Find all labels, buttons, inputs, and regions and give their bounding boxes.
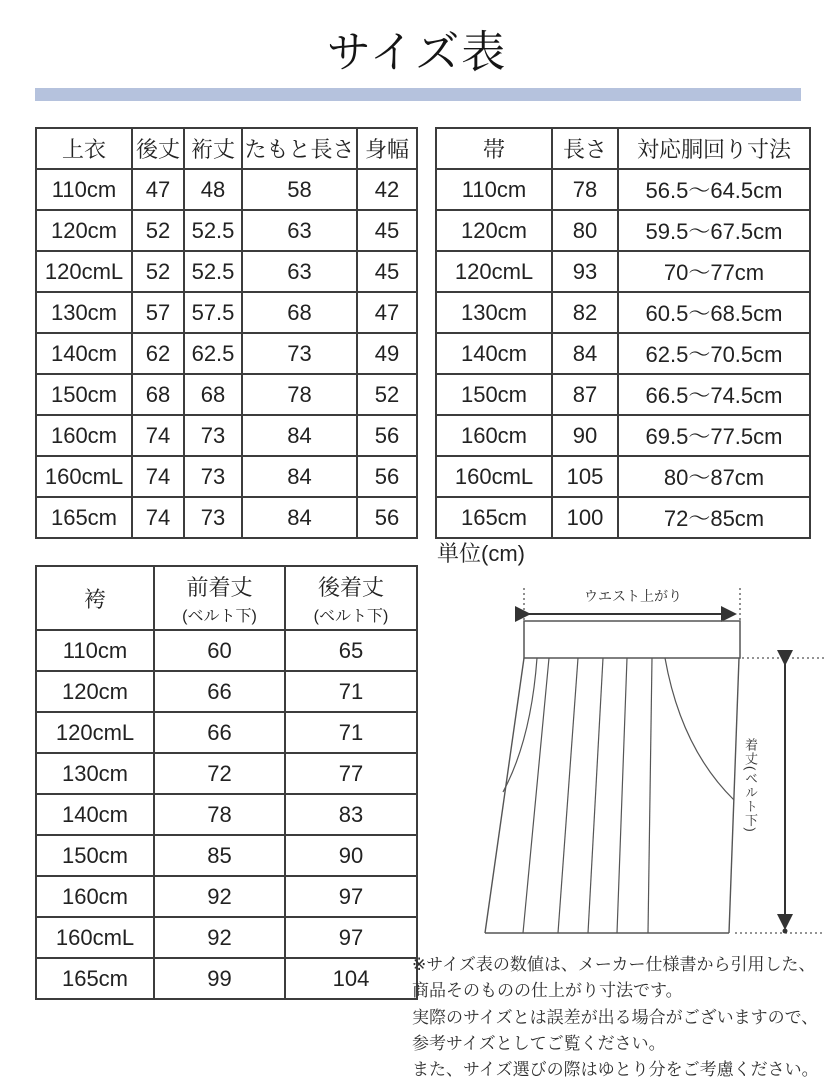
table-row <box>36 671 417 712</box>
unit-label: 単位(cm) <box>437 541 525 566</box>
table-cell: 42 <box>357 169 417 210</box>
table-cell: 62.5〜70.5cm <box>618 333 810 374</box>
column-header: 上衣 <box>36 128 132 169</box>
table-cell: 62.5 <box>184 333 242 374</box>
table-cell: 120cm <box>36 210 132 251</box>
table-cell: 120cmL <box>36 251 132 292</box>
table-cell: 130cm <box>436 292 552 333</box>
table-cell: 90 <box>552 415 618 456</box>
table-cell: 47 <box>357 292 417 333</box>
table-cell: 120cm <box>36 671 154 712</box>
table-cell: 57.5 <box>184 292 242 333</box>
table-row <box>436 456 810 497</box>
table-cell: 47 <box>132 169 184 210</box>
table-row <box>36 917 417 958</box>
table-cell: 80 <box>552 210 618 251</box>
page-title: サイズ表 <box>326 28 508 77</box>
table-cell: 110cm <box>36 630 154 671</box>
table-cell: 73 <box>184 456 242 497</box>
table-cell: 92 <box>154 876 285 917</box>
table-cell: 160cm <box>36 876 154 917</box>
table-cell: 99 <box>154 958 285 999</box>
table-row <box>36 415 417 456</box>
table-cell: 60 <box>154 630 285 671</box>
table-cell: 165cm <box>36 958 154 999</box>
table-cell: 140cm <box>36 333 132 374</box>
table-cell: 78 <box>242 374 357 415</box>
table-cell: 93 <box>552 251 618 292</box>
table-cell: 68 <box>132 374 184 415</box>
table-cell: 59.5〜67.5cm <box>618 210 810 251</box>
table-cell: 56 <box>357 497 417 538</box>
table-cell: 66.5〜74.5cm <box>618 374 810 415</box>
hakama-drawing-svg <box>445 580 834 956</box>
table-cell: 78 <box>552 169 618 210</box>
jacket-size-table <box>35 127 418 539</box>
table-row <box>436 210 810 251</box>
table-cell: 71 <box>285 671 417 712</box>
table-cell: 52 <box>357 374 417 415</box>
hakama-size-table <box>35 565 418 1000</box>
skirt-right-edge <box>729 658 739 933</box>
table-cell: 68 <box>242 292 357 333</box>
table-cell: 97 <box>285 876 417 917</box>
table-cell: 105 <box>552 456 618 497</box>
table-cell: 45 <box>357 210 417 251</box>
table-cell: 45 <box>357 251 417 292</box>
obi-size-table <box>435 127 811 539</box>
table-cell: 130cm <box>36 292 132 333</box>
table-row <box>436 333 810 374</box>
table-cell: 120cmL <box>36 712 154 753</box>
column-header: 対応胴回り寸法 <box>618 128 810 169</box>
table-cell: 78 <box>154 794 285 835</box>
table-cell: 165cm <box>436 497 552 538</box>
table-row <box>436 374 810 415</box>
table-row <box>436 497 810 538</box>
right-side-opening <box>665 658 734 800</box>
length-label: 着丈(ベルト下) <box>743 738 758 833</box>
table-cell: 90 <box>285 835 417 876</box>
table-cell: 84 <box>242 497 357 538</box>
table-cell: 63 <box>242 251 357 292</box>
table-row <box>436 292 810 333</box>
table-cell: 74 <box>132 497 184 538</box>
table-row <box>36 630 417 671</box>
table-row <box>436 415 810 456</box>
column-header: 裄丈 <box>184 128 242 169</box>
table-cell: 49 <box>357 333 417 374</box>
table-cell: 77 <box>285 753 417 794</box>
column-header: 後丈 <box>132 128 184 169</box>
table-cell: 110cm <box>36 169 132 210</box>
table-cell: 140cm <box>36 794 154 835</box>
waist-width-label: ウエスト上がり <box>584 588 682 604</box>
table-cell: 52 <box>132 210 184 251</box>
hakama-diagram <box>445 580 834 956</box>
table-row <box>36 333 417 374</box>
table-cell: 74 <box>132 415 184 456</box>
table-cell: 66 <box>154 671 285 712</box>
table-cell: 130cm <box>36 753 154 794</box>
table-cell: 56.5〜64.5cm <box>618 169 810 210</box>
table-cell: 84 <box>552 333 618 374</box>
table-row <box>436 169 810 210</box>
footnote-line: また、サイズ選びの際はゆとり分をご考慮ください。 <box>412 1060 819 1080</box>
table-row <box>36 876 417 917</box>
table-cell: 73 <box>184 415 242 456</box>
footnote-line: 実際のサイズとは誤差が出る場合がございますので、参考サイズとしてご覧ください。 <box>412 1007 819 1054</box>
column-header: 前着丈 (ベルト下) <box>154 566 285 630</box>
table-row <box>36 251 417 292</box>
table-cell: 150cm <box>36 374 132 415</box>
table-cell: 160cmL <box>36 917 154 958</box>
table-row <box>36 169 417 210</box>
table-cell: 92 <box>154 917 285 958</box>
table-cell: 72 <box>154 753 285 794</box>
table-row <box>36 497 417 538</box>
table-cell: 150cm <box>436 374 552 415</box>
table-cell: 73 <box>242 333 357 374</box>
table-cell: 73 <box>184 497 242 538</box>
table-cell: 82 <box>552 292 618 333</box>
table-cell: 63 <box>242 210 357 251</box>
table-cell: 120cm <box>436 210 552 251</box>
column-header: 長さ <box>552 128 618 169</box>
table-row <box>36 753 417 794</box>
table-cell: 72〜85cm <box>618 497 810 538</box>
footnotes <box>412 952 832 1084</box>
column-header: 帯 <box>436 128 552 169</box>
column-header: たもと長さ <box>242 128 357 169</box>
table-row <box>36 210 417 251</box>
table-cell: 62 <box>132 333 184 374</box>
table-cell: 69.5〜77.5cm <box>618 415 810 456</box>
table-cell: 74 <box>132 456 184 497</box>
table-cell: 56 <box>357 415 417 456</box>
table-row <box>36 712 417 753</box>
table-cell: 85 <box>154 835 285 876</box>
table-cell: 160cmL <box>436 456 552 497</box>
column-header: 後着丈 (ベルト下) <box>285 566 417 630</box>
table-row <box>36 292 417 333</box>
table-cell: 150cm <box>36 835 154 876</box>
table-cell: 97 <box>285 917 417 958</box>
table-cell: 160cmL <box>36 456 132 497</box>
table-cell: 84 <box>242 456 357 497</box>
table-cell: 110cm <box>436 169 552 210</box>
table-cell: 58 <box>242 169 357 210</box>
table-cell: 87 <box>552 374 618 415</box>
table-cell: 57 <box>132 292 184 333</box>
title-divider-bar <box>35 88 801 101</box>
table-cell: 83 <box>285 794 417 835</box>
table-cell: 100 <box>552 497 618 538</box>
table-cell: 80〜87cm <box>618 456 810 497</box>
waistband <box>524 621 740 658</box>
column-header: 袴 <box>36 566 154 630</box>
table-cell: 52.5 <box>184 251 242 292</box>
table-cell: 65 <box>285 630 417 671</box>
table-row <box>436 251 810 292</box>
skirt-left-edge <box>485 658 524 933</box>
table-row <box>36 374 417 415</box>
table-cell: 48 <box>184 169 242 210</box>
table-cell: 104 <box>285 958 417 999</box>
table-cell: 52.5 <box>184 210 242 251</box>
table-cell: 71 <box>285 712 417 753</box>
table-row <box>36 958 417 999</box>
table-row <box>36 456 417 497</box>
table-cell: 68 <box>184 374 242 415</box>
table-cell: 70〜77cm <box>618 251 810 292</box>
table-cell: 140cm <box>436 333 552 374</box>
table-cell: 120cmL <box>436 251 552 292</box>
footnote-line: ※サイズ表の数値は、メーカー仕様書から引用した、商品そのものの仕上がり寸法です。 <box>412 955 816 1001</box>
table-cell: 52 <box>132 251 184 292</box>
table-cell: 56 <box>357 456 417 497</box>
table-cell: 165cm <box>36 497 132 538</box>
table-row <box>36 794 417 835</box>
table-cell: 84 <box>242 415 357 456</box>
table-cell: 160cm <box>36 415 132 456</box>
table-row <box>36 835 417 876</box>
column-header: 身幅 <box>357 128 417 169</box>
table-cell: 66 <box>154 712 285 753</box>
table-cell: 60.5〜68.5cm <box>618 292 810 333</box>
table-cell: 160cm <box>436 415 552 456</box>
